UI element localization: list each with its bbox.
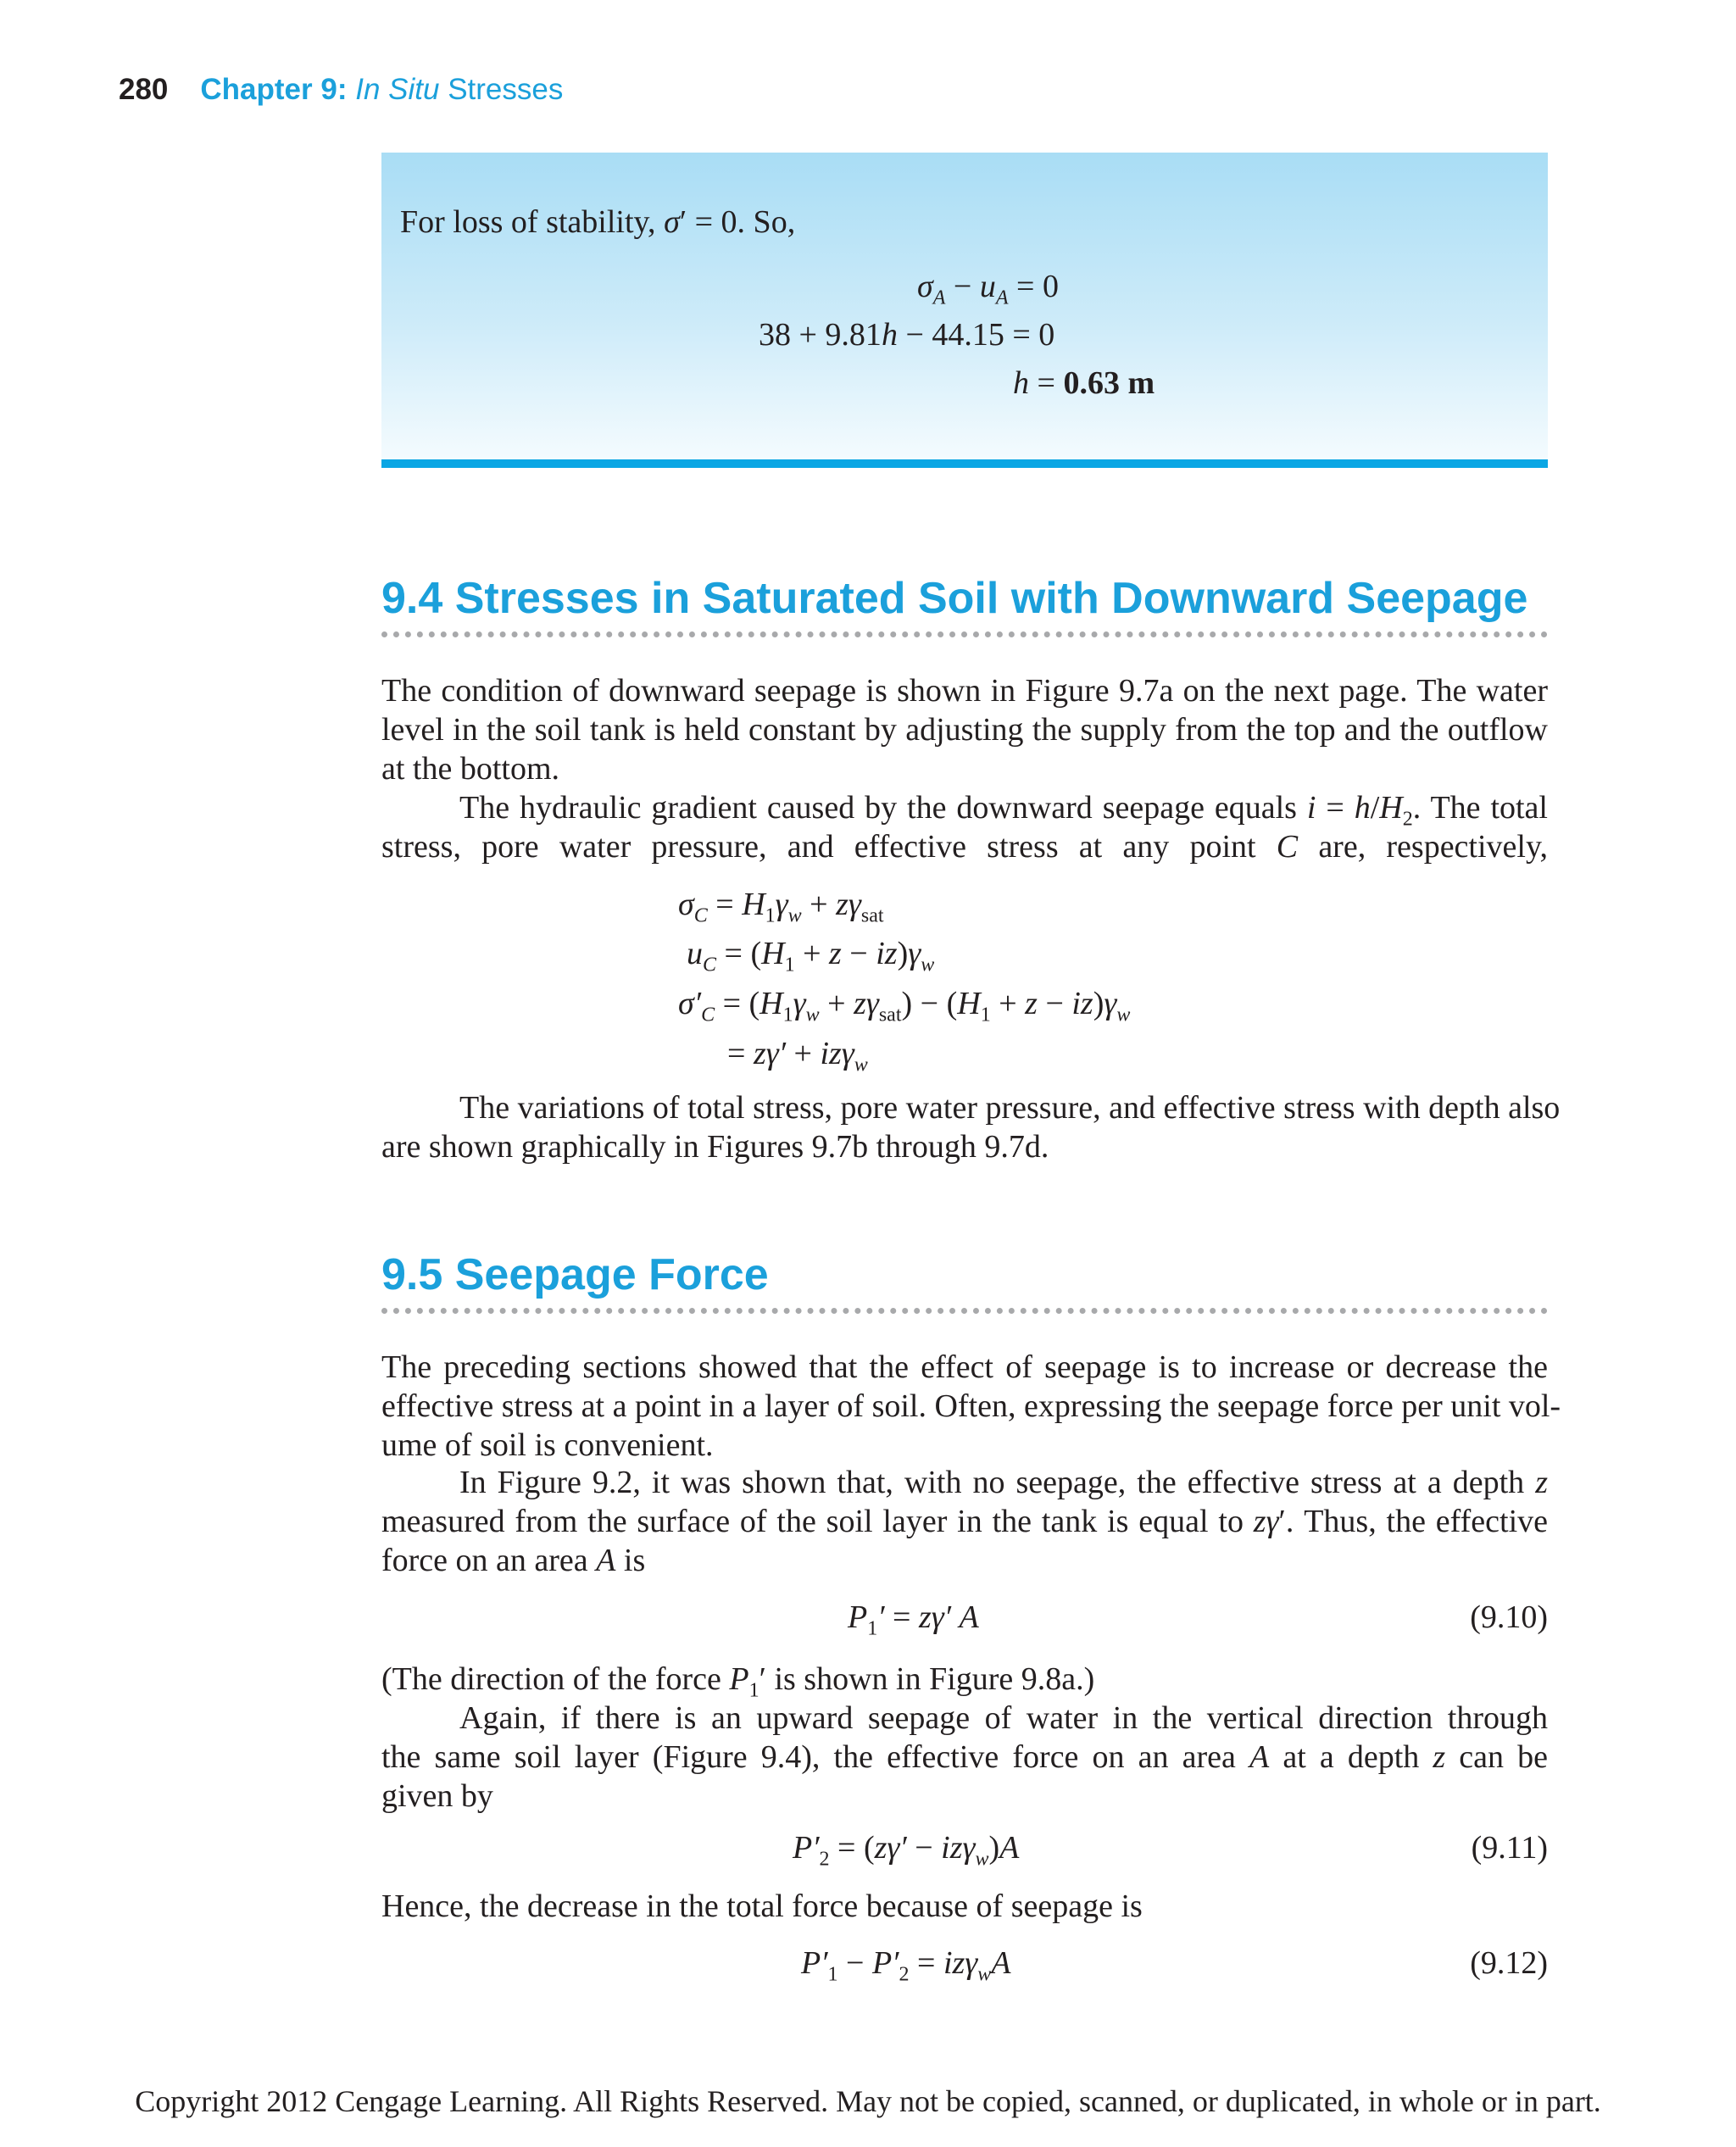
text-line: The condition of downward seepage is shown in Figure 9.7a on the next page. The water bbox=[381, 673, 1548, 709]
example-equation-1: $\sigma_A - u_A = 0$ bbox=[917, 269, 1059, 309]
text-line: ume of soil is convenient. bbox=[381, 1427, 714, 1463]
section-heading-9-5: 9.5 Seepage Force bbox=[381, 1250, 769, 1299]
text-line: force on an area A is bbox=[381, 1543, 646, 1578]
equation-effective-stress-result: = zγ′ + izγ$_w$ bbox=[727, 1036, 868, 1076]
page-number: 280 bbox=[119, 73, 169, 106]
chapter-label: Chapter 9: bbox=[200, 73, 348, 106]
text-line: measured from the surface of the soil layer in the tank is equal to zγ′. Thus, the effective bbox=[381, 1504, 1548, 1539]
text-line: The variations of total stress, pore water pressure, and effective stress with depth also bbox=[459, 1090, 1561, 1126]
example-equation-2: 38 + 9.81h − 44.15 = 0 bbox=[759, 317, 1055, 353]
equation-effective-stress: $\sigma'_C = (H_1\gamma_w + z\gamma_{sat}) - (H_1 + z - iz)\gamma_w$ bbox=[678, 986, 1131, 1026]
text-line: In Figure 9.2, it was shown that, with no seepage, the effective stress at a depth z bbox=[459, 1465, 1548, 1500]
equation-pore-pressure: $u_C = (H_1 + z - iz)\gamma_w$ bbox=[687, 936, 935, 976]
copyright-notice: Copyright 2012 Cengage Learning. All Rights Reserved. May not be copied, scanned, or duplicated, in whole or in part. bbox=[135, 2084, 1601, 2118]
equation-number: (9.10) bbox=[1470, 1599, 1548, 1635]
text-line: given by bbox=[381, 1778, 493, 1814]
equation-total-stress: $\sigma_C = H_1\gamma_w + z\gamma_{sat}$ bbox=[678, 887, 884, 927]
text-line: at the bottom. bbox=[381, 751, 560, 787]
equation-number: (9.12) bbox=[1470, 1945, 1548, 1981]
text-line: (The direction of the force $P_1'$ is shown in Figure 9.8a.) bbox=[381, 1661, 1095, 1702]
paragraph bbox=[381, 1660, 1548, 1816]
example-intro: For loss of stability, σ′ = 0. So, bbox=[400, 204, 796, 240]
text-line: Hence, the decrease in the total force because of seepage is bbox=[381, 1888, 1143, 1924]
paragraph bbox=[381, 1887, 1548, 1926]
equation-9-10: $P_1' = z\gamma'$ A bbox=[848, 1599, 979, 1640]
equation-9-12: $P'_1 - P'_2 = iz\gamma_wA$ bbox=[801, 1945, 1011, 1986]
text-line: The preceding sections showed that the effect of seepage is to increase or decrease the bbox=[381, 1349, 1548, 1385]
text-line: the same soil layer (Figure 9.4), the effective force on an area A at a depth z can be bbox=[381, 1739, 1549, 1775]
text-line: Again, if there is an upward seepage of water in the vertical direction through bbox=[459, 1700, 1548, 1736]
text-line: stress, pore water pressure, and effective stress at any point C are, respectively, bbox=[381, 829, 1548, 865]
paragraph bbox=[381, 1088, 1561, 1166]
chapter-title-italic: In Situ bbox=[355, 73, 440, 106]
example-equation-3: h = 0.63 m bbox=[1013, 365, 1155, 401]
paragraph bbox=[381, 1463, 1548, 1580]
text-line: level in the soil tank is held constant by adjusting the supply from the top and the outflow bbox=[381, 712, 1548, 748]
chapter-title-rest: Stresses bbox=[448, 73, 564, 106]
paragraph bbox=[381, 788, 1548, 866]
paragraph bbox=[381, 1348, 1561, 1465]
text-line: effective stress at a point in a layer of soil. Often, expressing the seepage force per unit vol- bbox=[381, 1388, 1561, 1424]
equation-9-11: $P'_2 = (z\gamma' - iz\gamma_w)A$ bbox=[793, 1830, 1020, 1871]
paragraph bbox=[381, 671, 1548, 788]
section-divider bbox=[381, 631, 1548, 637]
section-divider bbox=[381, 1308, 1548, 1314]
section-heading-9-4: 9.4 Stresses in Saturated Soil with Downward Seepage bbox=[381, 574, 1528, 623]
text-line: are shown graphically in Figures 9.7b through 9.7d. bbox=[381, 1129, 1049, 1165]
text-line: The hydraulic gradient caused by the downward seepage equals $i = h/H_2$. The total bbox=[459, 790, 1548, 831]
example-solution-box bbox=[381, 153, 1548, 468]
equation-number: (9.11) bbox=[1471, 1830, 1548, 1866]
answer-value: 0.63 m bbox=[1063, 365, 1155, 401]
running-header bbox=[119, 73, 563, 107]
